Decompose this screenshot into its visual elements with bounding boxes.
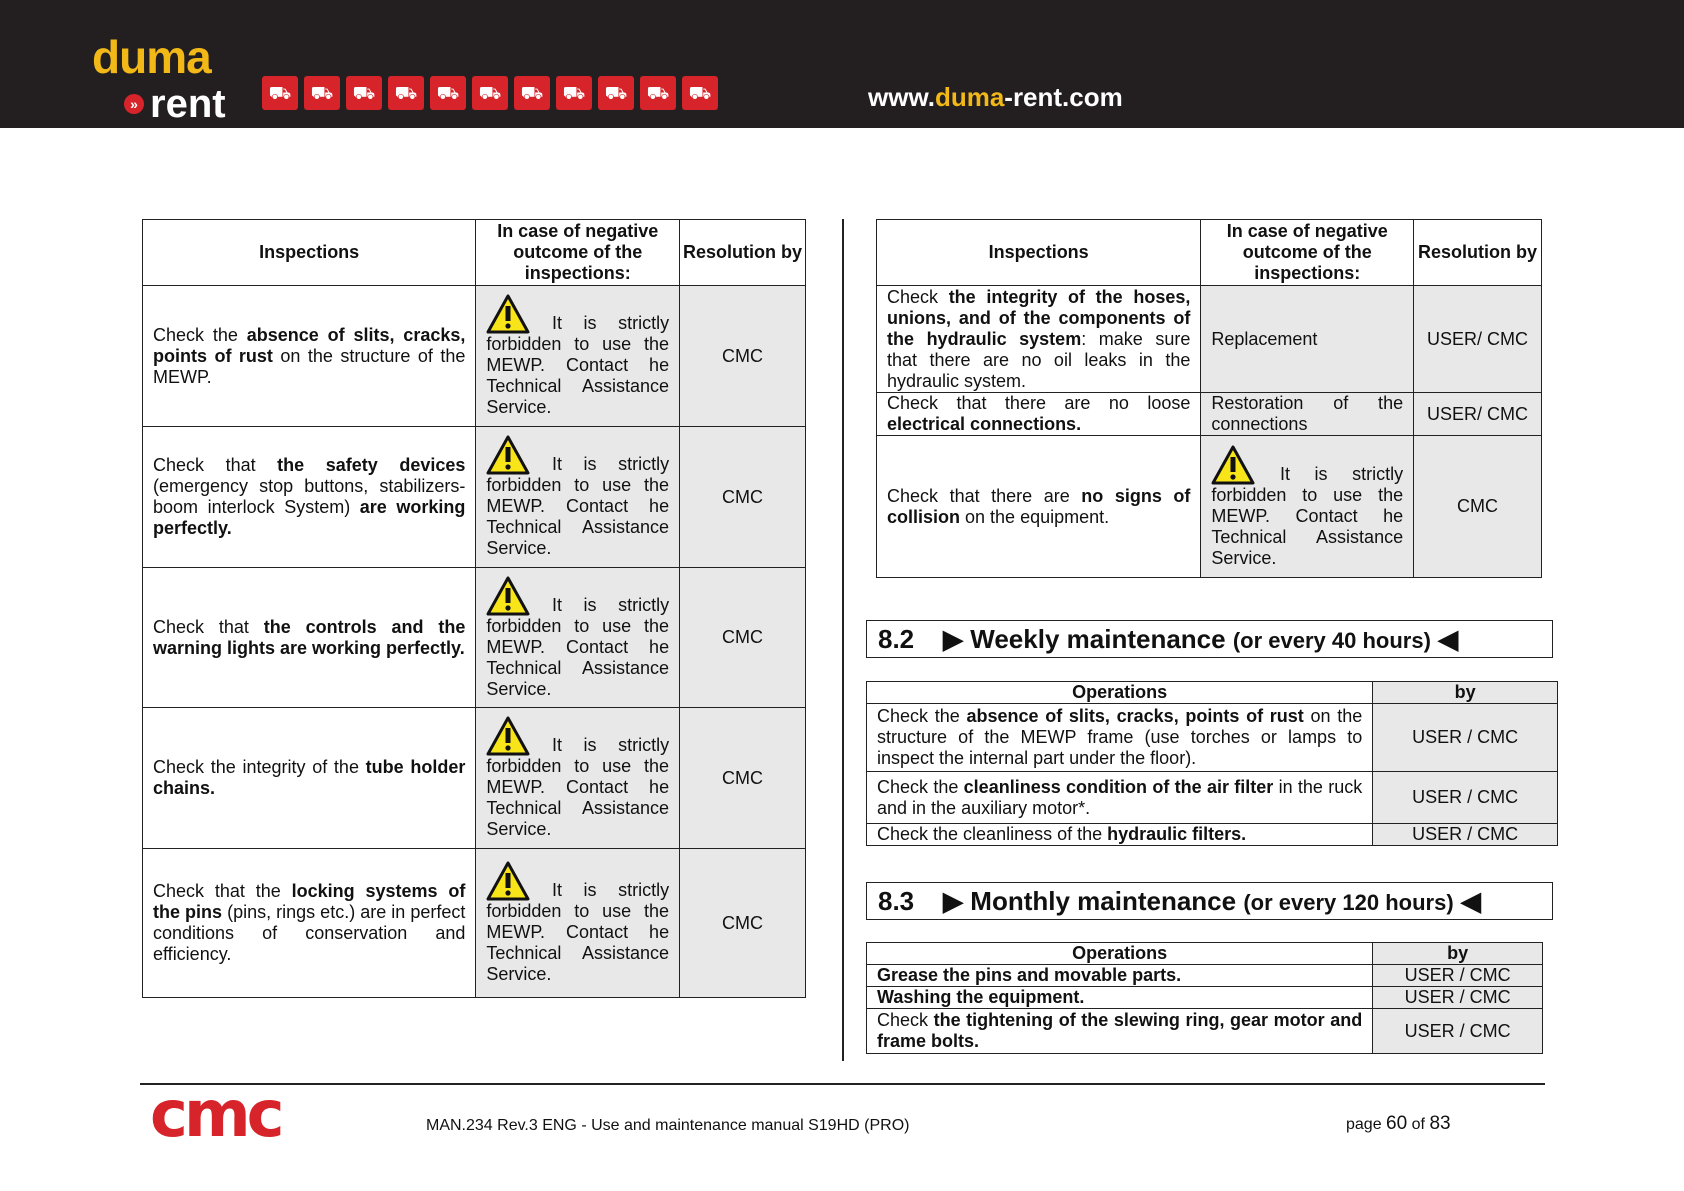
- mini-excavator-icon: ⛟: [472, 76, 508, 110]
- text: Check that: [153, 616, 264, 637]
- section-number: 8.2: [878, 624, 915, 654]
- mast-lift-icon: ⛟: [346, 76, 382, 110]
- monthly-maintenance-table: [866, 942, 1543, 1054]
- resolution-cell: CMC: [1414, 436, 1542, 578]
- col-operations: Operations: [867, 682, 1373, 704]
- page-header: [0, 0, 1684, 128]
- col-operations: Operations: [867, 943, 1373, 965]
- outcome-cell: [476, 708, 680, 849]
- resolution-cell: CMC: [680, 286, 806, 427]
- operation-cell: [867, 1009, 1373, 1054]
- logo-rent: rent: [150, 82, 226, 126]
- col-inspections: Inspections: [877, 220, 1201, 286]
- inspection-cell: [877, 393, 1201, 436]
- col-resolution: Resolution by: [1414, 220, 1542, 286]
- bold-text: electrical connections.: [887, 414, 1082, 434]
- inspection-cell: [143, 286, 476, 427]
- logo-marker: »: [124, 94, 144, 114]
- by-cell: USER / CMC: [1373, 704, 1558, 772]
- table-row: [867, 987, 1543, 1009]
- page-label: page: [1346, 1116, 1382, 1133]
- bold-text: the tightening of the slewing ring, gear motor and frame bolts.: [877, 1010, 1363, 1051]
- warning-icon: [486, 313, 530, 333]
- table-row: [877, 436, 1542, 578]
- text: Check: [877, 1010, 934, 1030]
- inspection-cell: [143, 849, 476, 998]
- by-cell: USER / CMC: [1373, 1009, 1543, 1054]
- page-number: [1346, 1113, 1451, 1135]
- warning-icon: [1211, 464, 1255, 484]
- outcome-text: It is strictly forbidden to use the MEWP. Contact he Technical Assistance Service.: [486, 454, 670, 558]
- table-row: [877, 393, 1542, 436]
- operation-cell: [867, 704, 1373, 772]
- text: Check the integrity of the: [153, 757, 366, 777]
- by-cell: USER / CMC: [1373, 824, 1558, 846]
- outcome-cell: [1201, 393, 1414, 436]
- crane-icon: ⛟: [514, 76, 550, 110]
- bold-text: locking systems of the pins: [153, 881, 466, 922]
- bold-text: Grease the pins and movable parts.: [877, 965, 1182, 985]
- bold-text: tube holder chains.: [153, 757, 466, 798]
- text: Check the: [877, 706, 967, 726]
- forklift-icon: ⛟: [304, 76, 340, 110]
- bold-text: no signs of collision: [887, 485, 1191, 527]
- col-resolution: Resolution by: [680, 220, 806, 286]
- truck-platform-icon: ⛟: [682, 76, 718, 110]
- daily-inspection-table-right: [876, 219, 1542, 578]
- bold-text: absence of slits, cracks, points of rust: [966, 706, 1304, 726]
- operation-cell: [867, 987, 1373, 1009]
- bold-text: the safety devices: [277, 455, 466, 475]
- operation-cell: [867, 965, 1373, 987]
- telescopic-boom-icon: ⛟: [640, 76, 676, 110]
- by-cell: USER / CMC: [1373, 772, 1558, 824]
- bold-text: are working perfectly.: [153, 497, 466, 538]
- excavator-icon: ⛟: [556, 76, 592, 110]
- total-pages: 83: [1429, 1113, 1451, 1134]
- col-inspections: Inspections: [143, 220, 476, 286]
- warning-icon: [486, 454, 530, 474]
- url-brand: duma: [934, 82, 1005, 112]
- spider-lift-icon: ⛟: [598, 76, 634, 110]
- outcome-cell: [476, 568, 680, 708]
- warning-icon: [486, 735, 530, 755]
- section-heading-weekly: 8.2 ▶ Weekly maintenance (or every 40 hours) ◀: [866, 620, 1553, 658]
- cmc-logo: cmc: [150, 1078, 281, 1152]
- table-row: [867, 965, 1543, 987]
- outcome-text: Restoration of the connections: [1211, 393, 1404, 434]
- outcome-text: It is strictly forbidden to use the MEWP. Contact he Technical Assistance Service.: [486, 735, 670, 839]
- outcome-text: It is strictly forbidden to use the MEWP. Contact he Technical Assistance Service.: [486, 880, 670, 984]
- operation-cell: [867, 824, 1373, 846]
- inspection-cell: [143, 568, 476, 708]
- outcome-cell: [476, 286, 680, 427]
- tractor-icon: ⛟: [430, 76, 466, 110]
- resolution-cell: CMC: [680, 427, 806, 568]
- table-row: [143, 708, 806, 849]
- text: in the ruck and in the auxiliary motor*.: [877, 776, 1363, 818]
- section-number: 8.3: [878, 886, 915, 916]
- table-row: [867, 1009, 1543, 1054]
- col-by: by: [1373, 682, 1558, 704]
- resolution-cell: CMC: [680, 568, 806, 708]
- text: (pins, rings etc.) are in perfect conditions of conservation and efficiency.: [153, 902, 466, 964]
- weekly-maintenance-table: [866, 681, 1558, 846]
- logo-duma: duma: [92, 31, 211, 83]
- warning-icon: [486, 595, 530, 615]
- outcome-cell: [1201, 436, 1414, 578]
- bold-text: hydraulic filters.: [1107, 824, 1247, 844]
- scissor-lift-icon: ⛟: [262, 76, 298, 110]
- table-row: [143, 849, 806, 998]
- table-row: [867, 704, 1558, 772]
- outcome-cell: [476, 849, 680, 998]
- boom-lift-icon: ⛟: [388, 76, 424, 110]
- section-heading-monthly: 8.3 ▶ Monthly maintenance (or every 120 hours) ◀: [866, 882, 1553, 920]
- text: (emergency stop buttons, stabilizers-boom interlock System): [153, 476, 466, 517]
- warning-icon: [486, 880, 530, 900]
- footer-rule: [140, 1083, 1545, 1085]
- outcome-text: It is strictly forbidden to use the MEWP. Contact he Technical Assistance Service.: [486, 594, 670, 699]
- text: Check the: [877, 776, 964, 797]
- table-row: [877, 286, 1542, 393]
- url-suffix: -rent.com: [1004, 82, 1123, 112]
- inspection-cell: [877, 286, 1201, 393]
- text: Check that there are no loose: [887, 393, 1191, 413]
- section-subtitle: (or every 40 hours): [1232, 628, 1431, 653]
- text: : make sure that there are no oil leaks in the hydraulic system.: [887, 328, 1191, 391]
- by-cell: USER / CMC: [1373, 965, 1543, 987]
- text: Check: [887, 286, 949, 307]
- text: on the equipment.: [960, 506, 1110, 527]
- of-label: of: [1411, 1116, 1425, 1133]
- equipment-icons: [262, 76, 718, 110]
- table-row: [143, 427, 806, 568]
- text: Check that the: [153, 881, 292, 901]
- outcome-text: It is strictly forbidden to use the MEWP. Contact he Technical Assistance Service.: [1211, 463, 1404, 568]
- bold-text: Washing the equipment.: [877, 987, 1085, 1007]
- outcome-text: It is strictly forbidden to use the MEWP. Contact he Technical Assistance Service.: [486, 313, 670, 417]
- document-reference: MAN.234 Rev.3 ENG - Use and maintenance manual S19HD (PRO): [426, 1117, 910, 1134]
- column-divider: [842, 219, 844, 1061]
- text: Check that: [153, 455, 278, 475]
- table-row: [143, 286, 806, 427]
- table-row: [143, 568, 806, 708]
- section-title: Weekly maintenance: [970, 624, 1226, 654]
- resolution-cell: CMC: [680, 708, 806, 849]
- text: on the structure of the MEWP.: [153, 345, 466, 387]
- section-subtitle: (or every 120 hours): [1243, 890, 1454, 915]
- text: Check that there are: [887, 485, 1082, 506]
- bold-text: the controls and the warning lights are working perfectly.: [153, 616, 466, 658]
- col-outcome: In case of negative outcome of the inspections:: [1201, 220, 1414, 286]
- daily-inspection-table-left: [142, 219, 806, 998]
- resolution-cell: USER/ CMC: [1414, 286, 1542, 393]
- operation-cell: [867, 772, 1373, 824]
- text: Check the: [153, 324, 247, 345]
- bold-text: cleanliness condition of the air filter: [963, 776, 1274, 797]
- outcome-cell: [1201, 286, 1414, 393]
- inspection-cell: [877, 436, 1201, 578]
- current-page: 60: [1386, 1113, 1408, 1134]
- text: on the structure of the MEWP frame (use torches or lamps to inspect the internal part under the floor).: [877, 706, 1363, 768]
- inspection-cell: [143, 708, 476, 849]
- resolution-cell: USER/ CMC: [1414, 393, 1542, 436]
- by-cell: USER / CMC: [1373, 987, 1543, 1009]
- table-row: [867, 824, 1558, 846]
- text: Check the cleanliness of the: [877, 824, 1108, 844]
- resolution-cell: CMC: [680, 849, 806, 998]
- section-title: Monthly maintenance: [970, 886, 1237, 916]
- bold-text: the integrity of the hoses, unions, and of the components of the hydraulic system: [887, 286, 1191, 349]
- website-url[interactable]: [868, 82, 1123, 113]
- col-outcome: In case of negative outcome of the inspections:: [476, 220, 680, 286]
- table-row: [867, 772, 1558, 824]
- inspection-cell: [143, 427, 476, 568]
- col-by: by: [1373, 943, 1543, 965]
- outcome-cell: [476, 427, 680, 568]
- bold-text: absence of slits, cracks, points of rust: [153, 324, 466, 366]
- outcome-text: Replacement: [1211, 328, 1318, 349]
- url-prefix: www.: [868, 82, 935, 112]
